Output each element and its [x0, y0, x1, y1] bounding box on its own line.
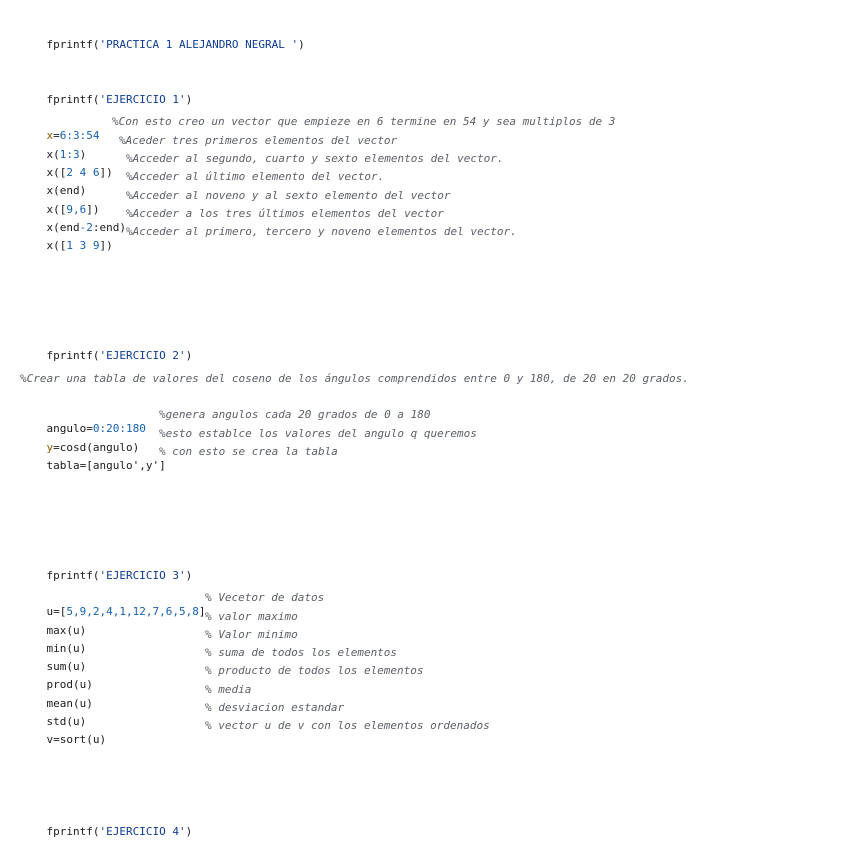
code-paren: ) — [185, 349, 193, 362]
code-text: prod(u) — [46, 678, 93, 691]
code-comment: % desviacion estandar — [205, 701, 345, 714]
code-operator: = — [53, 129, 60, 142]
code-function: fprintf( — [46, 93, 100, 106]
code-comment: %Con esto creo un vector que empieze en 6 termine en 54 y sea multiplos de 3 — [112, 115, 616, 128]
code-comment: %Acceder al último elemento del vector. — [126, 170, 385, 183]
code-number: 1:3 — [59, 148, 80, 161]
code-text: x(end) — [46, 184, 87, 197]
code-comment: % con esto se crea la tabla — [159, 445, 338, 458]
code-comment: % valor maximo — [205, 610, 298, 623]
code-paren: ) — [185, 93, 193, 106]
code-text: std(u) — [46, 715, 87, 728]
code-line[interactable] — [20, 628, 298, 655]
code-paren: ) — [185, 825, 193, 838]
code-comment: % Valor minimo — [205, 628, 298, 641]
code-line-ejercicio-2-header[interactable] — [20, 335, 193, 362]
code-comment: %genera angulos cada 20 grados de 0 a 180 — [159, 408, 431, 421]
code-text: x(end — [46, 221, 80, 234]
code-string: 'EJERCICIO 4' — [99, 825, 186, 838]
code-text: x([ — [46, 239, 67, 252]
code-comment: %Crear una tabla de valores del coseno de los ángulos comprendidos entre 0 y 180, de 20 en 20 grados. — [20, 372, 689, 385]
code-string: 'EJERCICIO 2' — [99, 349, 186, 362]
code-line-practica[interactable] — [20, 24, 305, 51]
code-text: v=sort(u) — [46, 733, 107, 746]
code-comment: % producto de todos los elementos — [205, 664, 424, 677]
code-text: ) — [79, 148, 87, 161]
code-text: x([ — [46, 166, 67, 179]
code-comment: % media — [205, 683, 252, 696]
code-line[interactable] — [20, 445, 338, 472]
code-line[interactable] — [20, 372, 689, 386]
code-text: tabla=[angulo',y'] — [46, 459, 166, 472]
code-function: fprintf( — [46, 569, 100, 582]
code-string: 'EJERCICIO 3' — [99, 569, 186, 582]
code-comment: %Acceder al segundo, cuarto y sexto elementos del vector. — [126, 152, 504, 165]
code-variable: x — [46, 129, 54, 142]
code-number: 2 4 6 — [66, 166, 100, 179]
code-comment: %Acceder al noveno y al sexto elemento del vector — [126, 189, 451, 202]
code-text: x([ — [46, 203, 67, 216]
code-text: sum(u) — [46, 660, 87, 673]
code-number: -2 — [79, 221, 93, 234]
code-comment: %Acceder a los tres últimos elementos del vector — [126, 207, 444, 220]
code-line[interactable] — [20, 683, 252, 710]
code-text: mean(u) — [46, 697, 93, 710]
code-paren: ) — [185, 569, 193, 582]
code-comment: % vector u de v con los elementos ordenados — [205, 719, 490, 732]
code-number: 5,9,2,4,1,12,7,6,5,8 — [66, 605, 199, 618]
code-string: 'EJERCICIO 1' — [99, 93, 186, 106]
code-text: u=[ — [46, 605, 67, 618]
code-comment: %Aceder tres primeros elementos del vector — [119, 134, 398, 147]
code-comment: % suma de todos los elementos — [205, 646, 398, 659]
code-function: fprintf( — [46, 38, 100, 51]
code-comment: % Vecetor de datos — [205, 591, 325, 604]
code-text: ]) — [99, 239, 113, 252]
code-function: fprintf( — [46, 825, 100, 838]
code-string: 'PRACTICA 1 ALEJANDRO NEGRAL ' — [99, 38, 299, 51]
code-number: 9,6 — [66, 203, 87, 216]
code-number: 1 3 9 — [66, 239, 100, 252]
code-line-ejercicio-3-header[interactable] — [20, 555, 193, 582]
code-line-ejercicio-1-header[interactable] — [20, 79, 193, 106]
code-line-ejercicio-4-header[interactable] — [20, 811, 193, 838]
code-text: min(u) — [46, 642, 87, 655]
code-line[interactable] — [20, 701, 345, 728]
code-text: angulo= — [46, 422, 93, 435]
code-comment: %Acceder al primero, tercero y noveno elementos del vector. — [126, 225, 517, 238]
code-number: 6:3:54 — [59, 129, 100, 142]
code-comment: %esto establce los valores del angulo q queremos — [159, 427, 477, 440]
code-function: fprintf( — [46, 349, 100, 362]
code-text: x( — [46, 148, 60, 161]
code-text: :end) — [92, 221, 126, 234]
code-line[interactable] — [20, 719, 490, 746]
code-variable: y — [46, 441, 54, 454]
code-paren: ) — [298, 38, 305, 51]
code-text: ] — [198, 605, 206, 618]
code-text: ]) — [99, 166, 113, 179]
code-text: ]) — [86, 203, 100, 216]
code-text: max(u) — [46, 624, 87, 637]
code-text: =cosd(angulo) — [53, 441, 140, 454]
code-number: 0:20:180 — [92, 422, 146, 435]
